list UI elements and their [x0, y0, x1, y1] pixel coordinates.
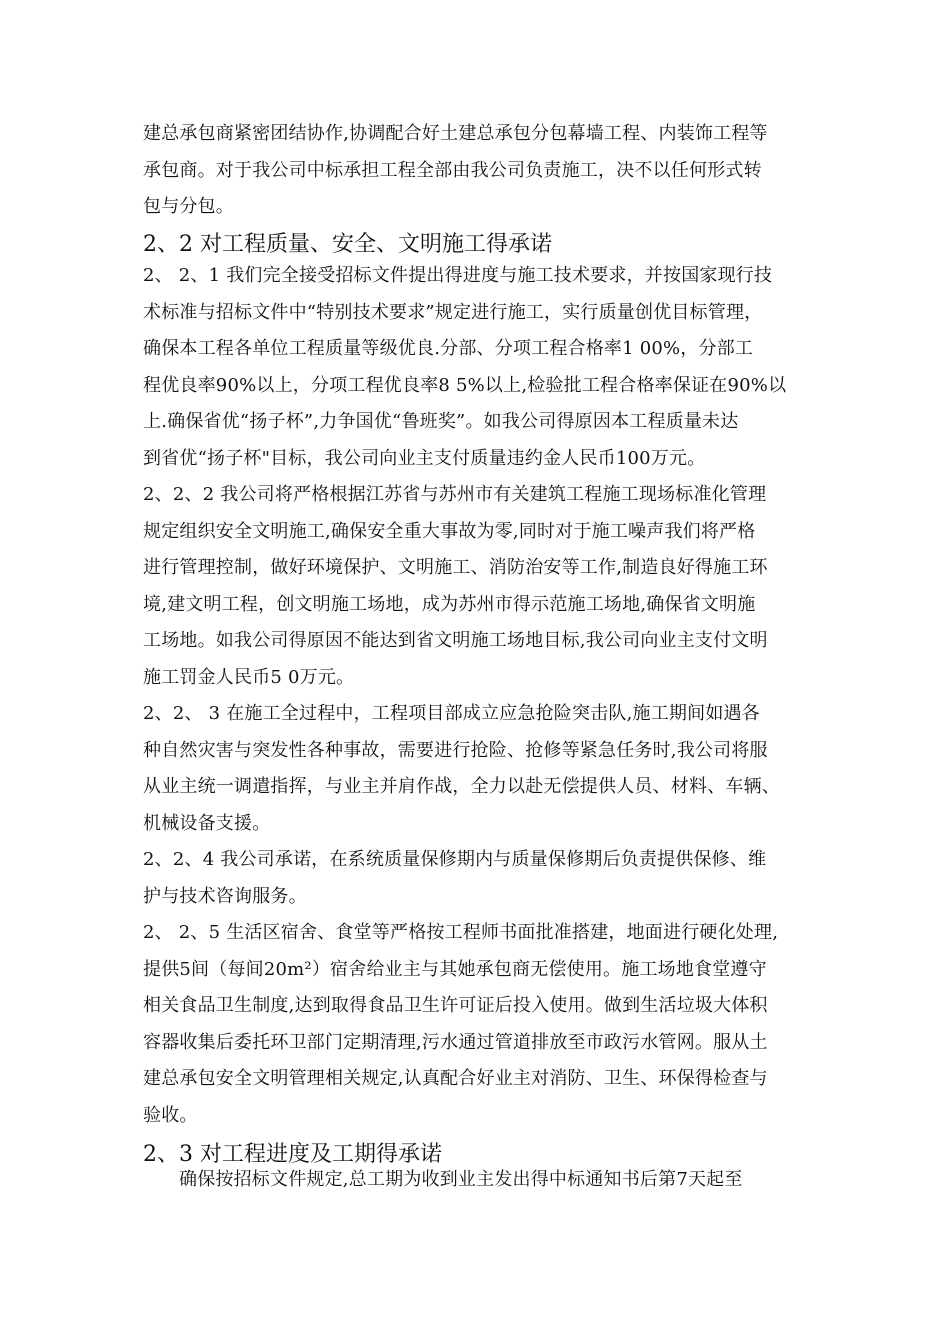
section-heading-2-2: 2、2 对工程质量、安全、文明施工得承诺	[143, 232, 552, 257]
text-line: 规定组织安全文明施工,确保安全重大事故为零,同时对于施工噪声我们将严格	[143, 520, 756, 542]
text-line: 2、2、 3 在施工全过程中，工程项目部成立应急抢险突击队,施工期间如遇各	[143, 703, 760, 724]
text-line: 2、2、4 我公司承诺，在系统质量保修期内与质量保修期后负责提供保修、维	[143, 849, 767, 870]
paragraph-2-2-1	[143, 258, 823, 477]
text-line: 到省优“扬子杯"目标，我公司向业主支付质量违约金人民币100万元。	[143, 447, 706, 469]
text-line: 2、 2、1 我们完全接受招标文件提出得进度与施工技术要求，并按国家现行技	[143, 265, 773, 286]
paragraph-2-2-4	[143, 842, 823, 915]
text-line: 从业主统一调遣指挥，与业主并肩作战，全力以赴无偿提供人员、材料、车辆、	[143, 776, 780, 797]
text-line: 工场地。如我公司得原因不能达到省文明施工场地目标,我公司向业主支付文明	[143, 630, 768, 651]
text-line: 提供5间（每间20m²）宿舍给业主与其她承包商无偿使用。施工场地食堂遵守	[143, 958, 767, 980]
text-line: 进行管理控制，做好环境保护、文明施工、消防治安等工作,制造良好得施工环	[143, 557, 768, 578]
text-line: 容器收集后委托环卫部门定期清理,污水通过管道排放至市政污水管网。服从土	[143, 1031, 768, 1053]
text-line: 种自然灾害与突发性各种事故，需要进行抢险、抢修等紧急任务时,我公司将服	[143, 739, 768, 761]
paragraph-2-2-5	[143, 915, 823, 1134]
text-line: 验收。	[143, 1104, 198, 1126]
text-line: 确保本工程各单位工程质量等级优良.分部、分项工程合格率1 00%，分部工	[143, 338, 754, 359]
paragraph-2-2-3	[143, 696, 823, 842]
paragraph-2-3	[143, 1162, 823, 1199]
text-line: 建总承包商紧密团结协作,协调配合好土建总承包分包幕墙工程、内装饰工程等	[143, 123, 768, 144]
text-line: 确保按招标文件规定,总工期为收到业主发出得中标通知书后第7天起至	[179, 1169, 743, 1190]
text-line: 术标准与招标文件中“特别技术要求”规定进行施工，实行质量创优目标管理，	[143, 301, 763, 323]
text-line: 2、2、2 我公司将严格根据江苏省与苏州市有关建筑工程施工现场标准化管理	[143, 484, 767, 505]
paragraph-intro	[143, 116, 823, 226]
text-line: 程优良率90%以上，分项工程优良率8 5%以上,检验批工程合格率保证在90%以	[143, 374, 787, 396]
text-line: 境,建文明工程，创文明施工场地，成为苏州市得示范施工场地,确保省文明施	[143, 593, 756, 615]
text-line: 建总承包安全文明管理相关规定,认真配合好业主对消防、卫生、环保得检查与	[143, 1068, 768, 1089]
section-heading-2-3: 2、3 对工程进度及工期得承诺	[143, 1142, 442, 1167]
text-line: 2、 2、5 生活区宿舍、食堂等严格按工程师书面批准搭建，地面进行硬化处理,	[143, 922, 779, 943]
text-line: 施工罚金人民币5 0万元。	[143, 666, 355, 688]
text-line: 机械设备支援。	[143, 812, 271, 834]
text-line: 承包商。对于我公司中标承担工程全部由我公司负责施工，决不以任何形式转	[143, 159, 762, 181]
text-line: 包与分包。	[143, 196, 234, 217]
paragraph-2-2-2	[143, 477, 823, 696]
text-line: 相关食品卫生制度,达到取得食品卫生许可证后投入使用。做到生活垃圾大体积	[143, 995, 768, 1016]
text-line: 上.确保省优“扬子杯”,力争国优“鲁班奖”。如我公司得原因本工程质量未达	[143, 411, 739, 432]
text-line: 护与技术咨询服务。	[143, 885, 307, 907]
